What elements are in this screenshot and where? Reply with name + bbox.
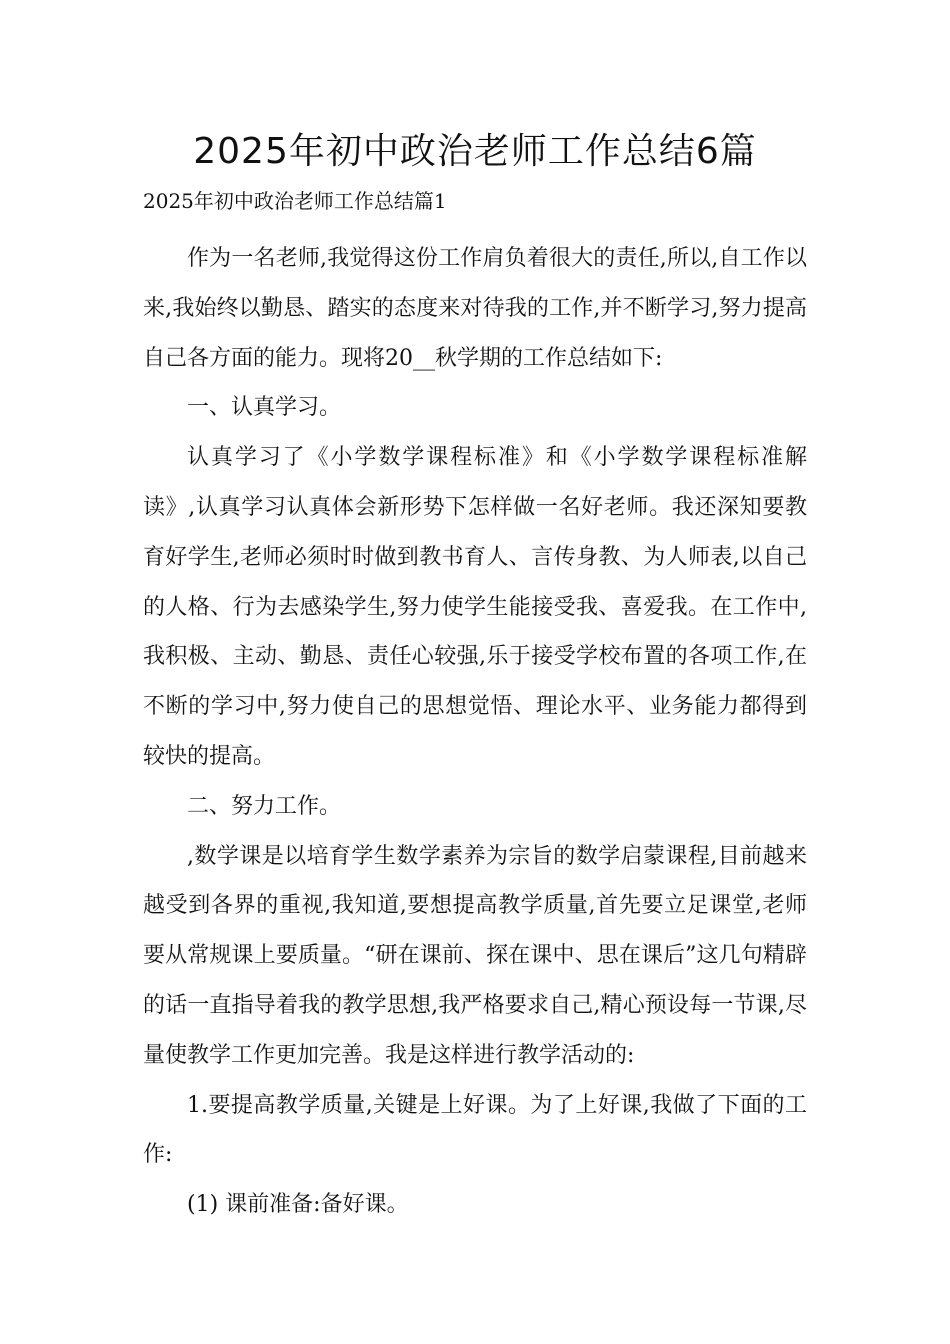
list-item-1-1: (1) 课前准备:备好课。 bbox=[187, 1192, 409, 1218]
paragraph-intro: 作为一名老师,我觉得这份工作肩负着很大的责任,所以,自工作以来,我始终以勤恳、踏实的态度来对待我的工作,并不断学习,努力提高自己各方面的能力。现将20__秋学期的工作总结如下: bbox=[143, 246, 807, 371]
paragraph-work: ,数学课是以培育学生数学素养为宗旨的数学启蒙课程,目前越来越受到各界的重视,我知道,要想提高教学质量,首先要立足课堂,老师要从常规课上要质量。“研在课前、探在课中、思在课后”这几句精辟的话一直指导着我的教学思想,我严格要求自己,精心预设每一节课,尽量使教学工作更加完善。我是这样进行教学活动的: bbox=[143, 843, 807, 1068]
heading-work: 二、努力工作。 bbox=[187, 793, 342, 819]
paragraph-study: 认真学习了《小学数学课程标准》和《小学数学课程标准解读》,认真学习认真体会新形势下怎样做一名好老师。我还深知要教育好学生,老师必须时时做到教书育人、言传身教、为人师表,以自己的人格、行为去感染学生,努力使学生能接受我、喜爱我。在工作中,我积极、主动、勤恳、责任心较强,乐于接受学校布置的各项工作,在不断的学习中,努力使自己的思想觉悟、理论水平、业务能力都得到较快的提高。 bbox=[143, 445, 807, 769]
heading-study: 一、认真学习。 bbox=[187, 395, 342, 421]
document-title: 2025年初中政治老师工作总结6篇 bbox=[193, 131, 757, 172]
section-heading: 2025年初中政治老师工作总结篇1 bbox=[143, 189, 447, 213]
list-item-1: 1.要提高教学质量,关键是上好课。为了上好课,我做了下面的工作: bbox=[143, 1092, 807, 1168]
document-body bbox=[143, 234, 807, 1230]
